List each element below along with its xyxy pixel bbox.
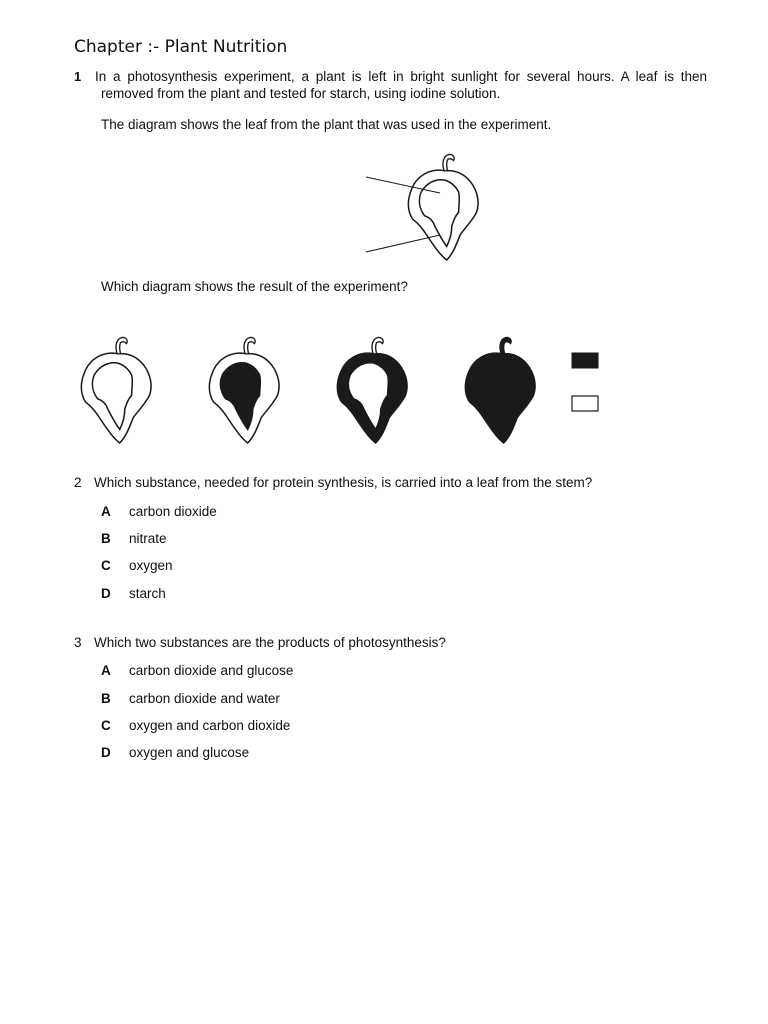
question-1-text-line2: removed from the plant and tested for starch, using iodine solution.: [101, 86, 501, 101]
option-leaf-4: [465, 337, 535, 443]
q2-option-c-text[interactable]: oxygen: [129, 558, 173, 573]
q2-option-b-letter[interactable]: B: [101, 531, 111, 546]
q3-option-b-letter[interactable]: B: [101, 691, 111, 706]
q3-option-d-letter[interactable]: D: [101, 745, 111, 760]
question-2-text: Which substance, needed for protein synthesis, is carried into a leaf from the stem?: [94, 475, 593, 490]
q2-option-a-letter[interactable]: A: [101, 504, 111, 519]
question-3-text: Which two substances are the products of photosynthesis?: [94, 635, 446, 650]
label-line-upper: [366, 177, 440, 193]
q3-option-a-letter[interactable]: A: [101, 663, 111, 678]
q3-option-c-text[interactable]: oxygen and carbon dioxide: [129, 718, 291, 733]
q3-option-d-text[interactable]: oxygen and glucose: [129, 745, 250, 760]
q3-option-a-text[interactable]: carbon dioxide and glucose: [129, 663, 294, 678]
q2-option-b-text[interactable]: nitrate: [129, 531, 167, 546]
question-2-number: 2: [74, 475, 82, 490]
q2-option-d-letter[interactable]: D: [101, 586, 111, 601]
chapter-title: Chapter :- Plant Nutrition: [74, 37, 288, 57]
option-leaf-1: [81, 337, 151, 443]
q2-option-d-text[interactable]: starch: [129, 586, 166, 601]
key-box-filled: [572, 353, 598, 368]
option-leaf-2: [209, 337, 279, 443]
question-1-text-line1: In a photosynthesis experiment, a plant is left in bright sunlight for several hours. A leaf is then: [95, 69, 707, 84]
q3-option-b-text[interactable]: carbon dioxide and water: [129, 691, 280, 706]
q2-option-a-text[interactable]: carbon dioxide: [129, 504, 217, 519]
q2-option-c-letter[interactable]: C: [101, 558, 111, 573]
key-box-empty: [572, 396, 598, 411]
reference-leaf: [408, 154, 478, 260]
question-1-number: 1: [74, 69, 82, 84]
option-leaf-3: [337, 337, 407, 443]
question-1-prompt: Which diagram shows the result of the experiment?: [101, 279, 408, 294]
question-1-diagram-caption: The diagram shows the leaf from the plant that was used in the experiment.: [101, 117, 552, 132]
question-3-number: 3: [74, 635, 82, 650]
label-line-lower: [366, 235, 440, 252]
q3-option-c-letter[interactable]: C: [101, 718, 111, 733]
